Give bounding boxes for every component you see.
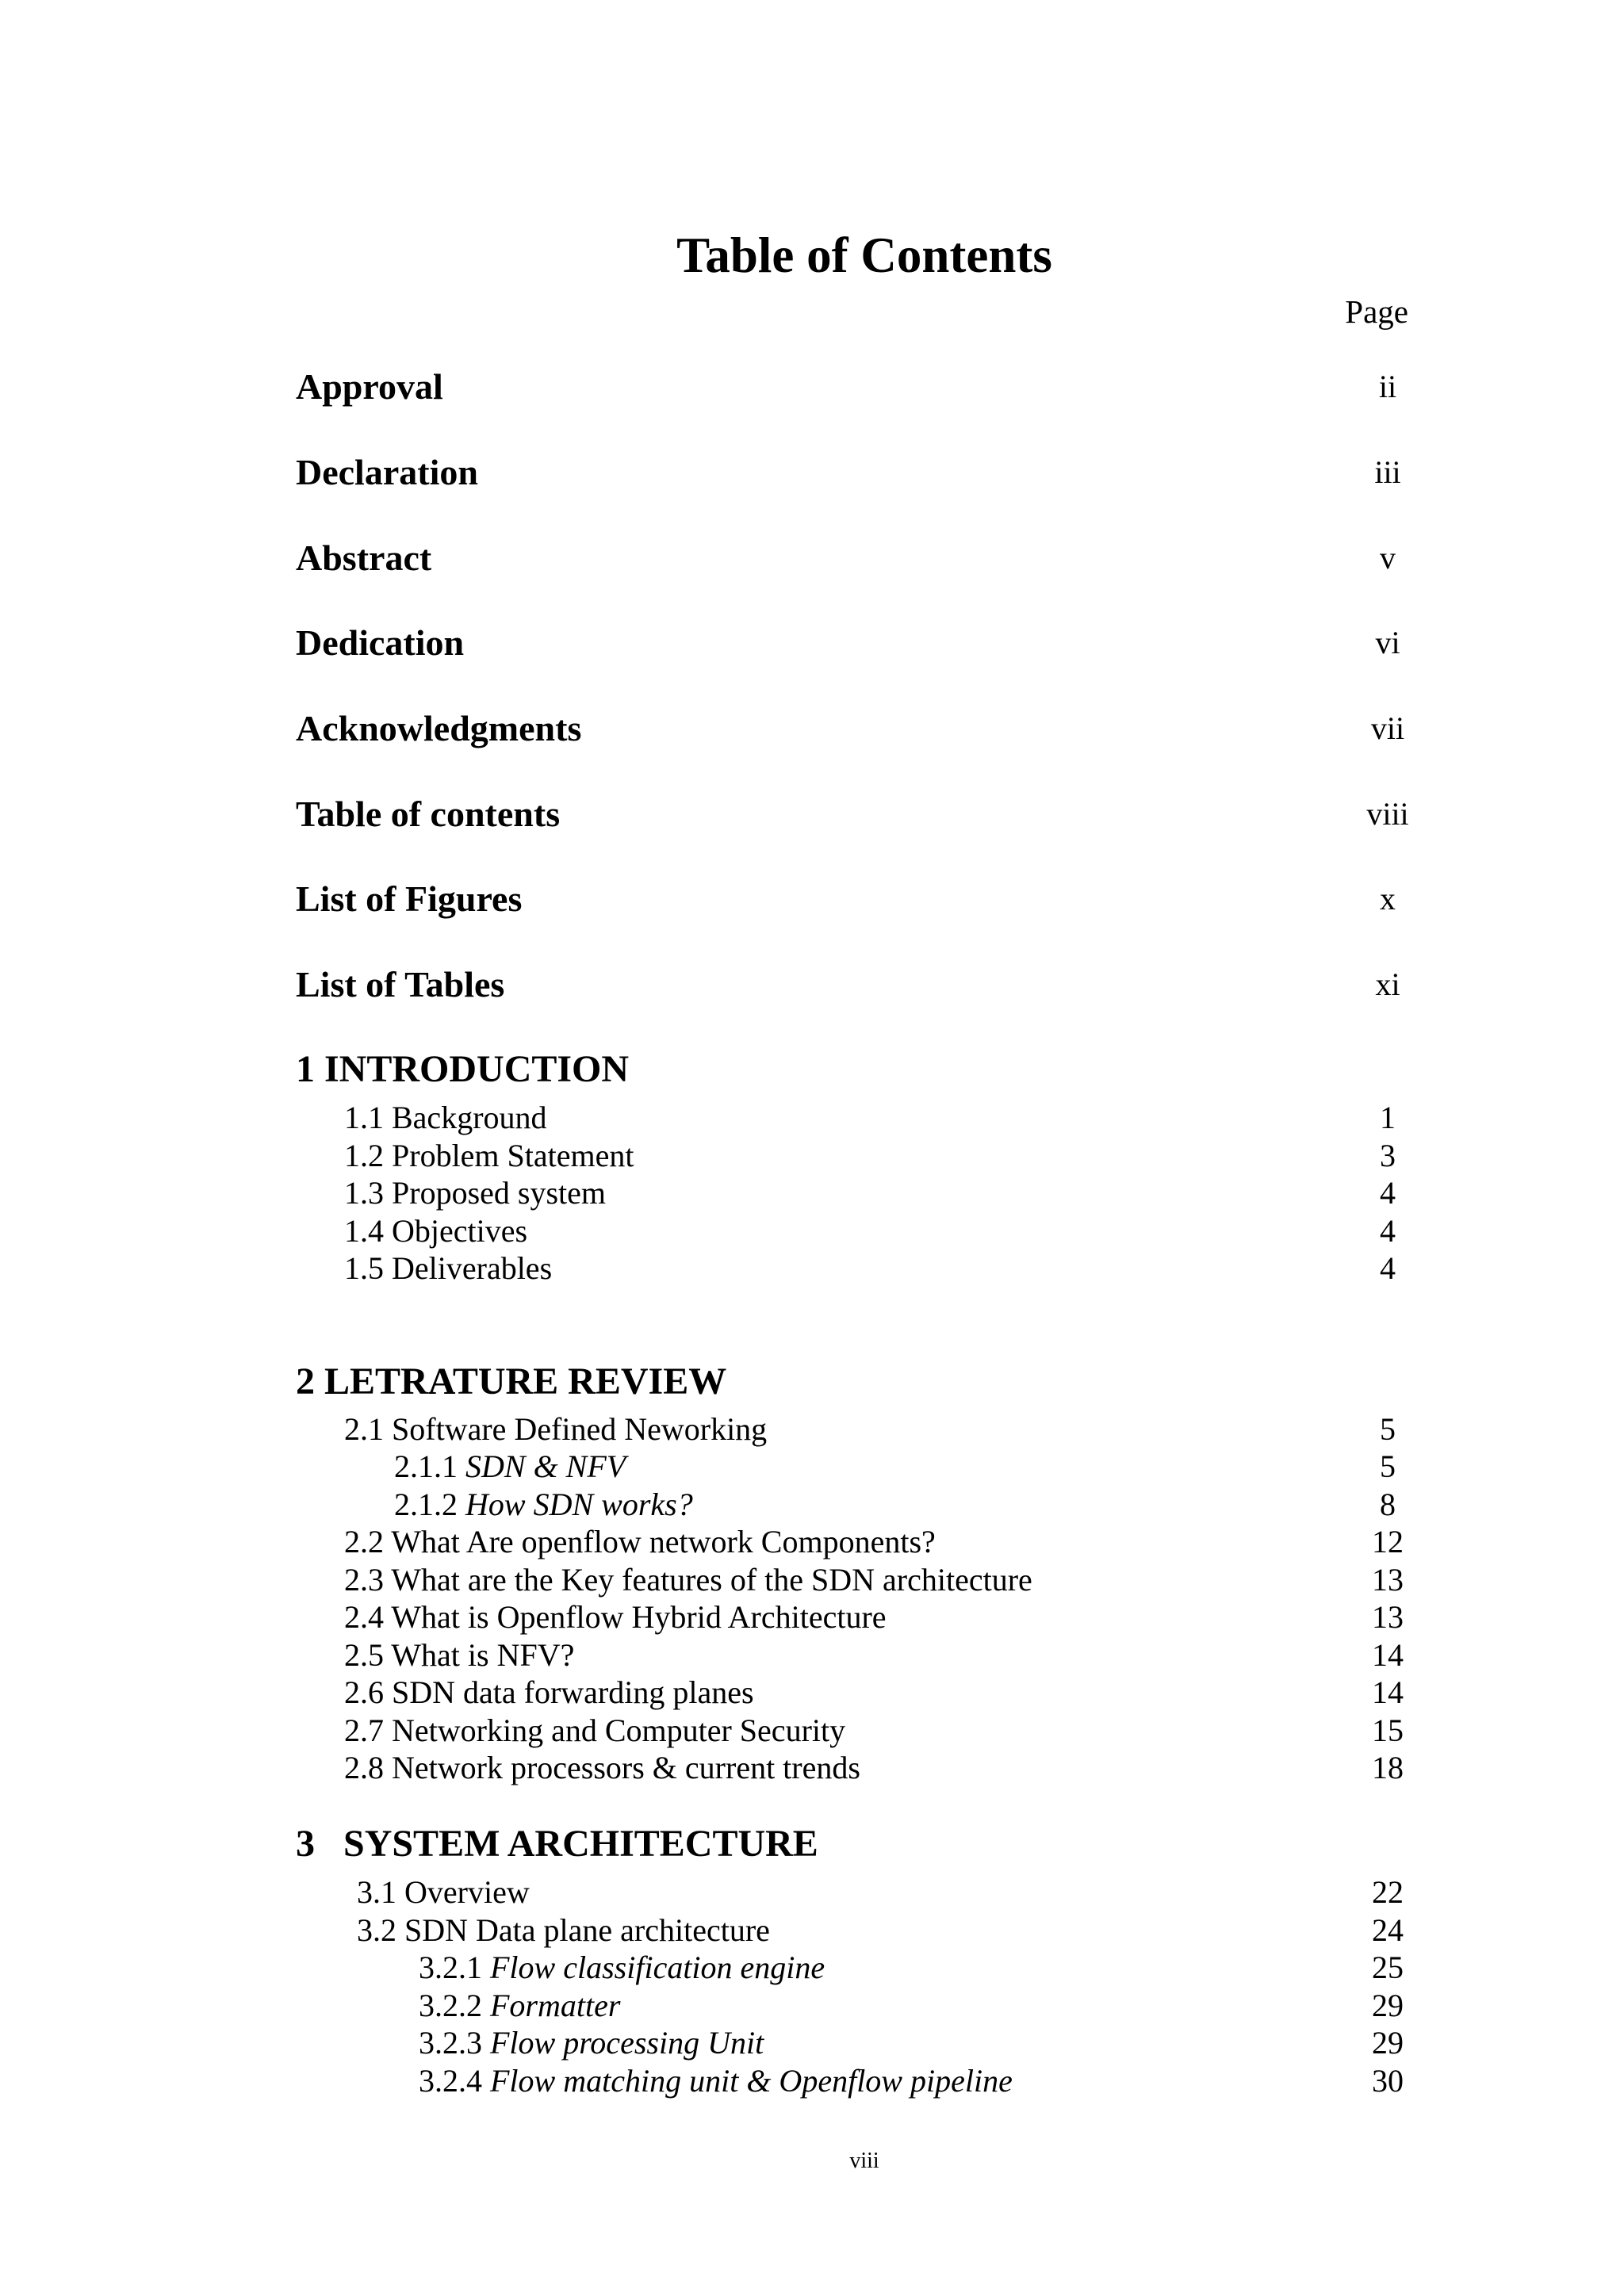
section-text: Flow processing Unit xyxy=(490,2025,764,2061)
section-number: 2.5 xyxy=(344,1637,384,1673)
section-text: What Are openflow network Components? xyxy=(391,1524,936,1559)
toc-entry-label: Acknowledgments xyxy=(296,708,582,748)
page-title: Table of Contents xyxy=(676,228,1052,283)
section-number: 1.2 xyxy=(344,1138,384,1173)
section-page: 13 xyxy=(1372,1562,1404,1598)
section-text: Networking and Computer Security xyxy=(392,1712,846,1748)
section-number: 3.2 xyxy=(357,1912,396,1948)
toc-entry-table-of-contents xyxy=(0,792,1624,836)
toc-entry-page: x xyxy=(1380,881,1396,916)
toc-entry-label: List of Tables xyxy=(296,964,505,1004)
section-text: Deliverables xyxy=(392,1250,553,1286)
chapter-heading: 3 SYSTEM ARCHITECTURE xyxy=(296,1823,818,1865)
section-title xyxy=(419,1949,825,1987)
chapter-heading: 2 LETRATURE REVIEW xyxy=(296,1360,727,1402)
section-text: Background xyxy=(392,1100,547,1135)
section-number: 2.2 xyxy=(344,1524,384,1559)
toc-section-1-5 xyxy=(0,1249,1624,1294)
toc-entry-page: vi xyxy=(1375,625,1400,660)
section-title xyxy=(394,1486,693,1524)
toc-entry-declaration xyxy=(0,450,1624,495)
section-number: 2.8 xyxy=(344,1750,384,1785)
toc-entry-page: v xyxy=(1380,540,1396,576)
section-page: 14 xyxy=(1372,1637,1404,1673)
toc-entry-list-of-figures xyxy=(0,877,1624,921)
section-title xyxy=(344,1249,552,1288)
toc-entry-page: xi xyxy=(1375,966,1400,1002)
toc-section-3-2-4 xyxy=(0,2062,1624,2107)
chapter-heading-3 xyxy=(0,1822,1624,1866)
section-number: 2.1.1 xyxy=(394,1448,458,1484)
section-text: SDN Data plane architecture xyxy=(404,1912,770,1948)
toc-entry-page: viii xyxy=(1366,796,1409,832)
section-title xyxy=(344,1212,527,1250)
section-title xyxy=(344,1099,547,1137)
section-text: Flow matching unit & Openflow pipeline xyxy=(490,2063,1013,2099)
toc-entry-label: Table of contents xyxy=(296,794,561,834)
toc-entry-page: vii xyxy=(1370,710,1405,746)
toc-entry-label: Abstract xyxy=(296,538,432,578)
section-number: 2.3 xyxy=(344,1562,384,1598)
section-text: Software Defined Neworking xyxy=(392,1411,768,1447)
section-number: 3.1 xyxy=(357,1874,396,1910)
toc-section-2-8 xyxy=(0,1749,1624,1793)
chapter-heading-1 xyxy=(0,1047,1624,1092)
section-number: 2.1 xyxy=(344,1411,384,1447)
section-title xyxy=(344,1410,767,1448)
chapter-heading: 1 INTRODUCTION xyxy=(296,1048,630,1090)
toc-entry-acknowledgments xyxy=(0,706,1624,751)
toc-entry-label: Declaration xyxy=(296,452,478,492)
section-text: Proposed system xyxy=(392,1175,606,1211)
section-number: 3.2.2 xyxy=(419,1988,482,2023)
footer-page-number: viii xyxy=(849,2149,879,2173)
toc-entry-label: Approval xyxy=(296,366,443,407)
section-title xyxy=(344,1523,936,1561)
section-number: 2.6 xyxy=(344,1674,384,1710)
toc-entry-page: ii xyxy=(1378,369,1397,404)
section-page: 3 xyxy=(1380,1138,1396,1173)
section-title xyxy=(344,1137,634,1175)
section-title xyxy=(394,1448,626,1486)
toc-entry-page: iii xyxy=(1374,454,1401,490)
section-text: Overview xyxy=(404,1874,530,1910)
section-page: 4 xyxy=(1380,1213,1396,1249)
section-page: 12 xyxy=(1372,1524,1404,1559)
section-number: 1.1 xyxy=(344,1100,384,1135)
section-text: SDN & NFV xyxy=(465,1448,626,1484)
section-title xyxy=(357,1911,770,1950)
section-page: 18 xyxy=(1372,1750,1404,1785)
section-text: Objectives xyxy=(392,1213,528,1249)
section-title xyxy=(357,1873,530,1911)
section-text: What is NFV? xyxy=(391,1637,575,1673)
section-page: 15 xyxy=(1372,1712,1404,1748)
chapter-heading-2 xyxy=(0,1360,1624,1404)
section-number: 1.5 xyxy=(344,1250,384,1286)
section-page: 4 xyxy=(1380,1250,1396,1286)
section-number: 2.7 xyxy=(344,1712,384,1748)
toc-entry-list-of-tables xyxy=(0,962,1624,1007)
section-number: 3.2.1 xyxy=(419,1950,482,1985)
section-title xyxy=(344,1598,887,1636)
section-text: Network processors & current trends xyxy=(392,1750,860,1785)
section-number: 1.3 xyxy=(344,1175,384,1211)
toc-entry-label: List of Figures xyxy=(296,878,523,919)
section-number: 3.2.4 xyxy=(419,2063,482,2099)
section-text: How SDN works? xyxy=(465,1487,693,1522)
section-page: 29 xyxy=(1372,1988,1404,2023)
section-page: 25 xyxy=(1372,1950,1404,1985)
section-number: 3.2.3 xyxy=(419,2025,482,2061)
section-page: 5 xyxy=(1380,1448,1396,1484)
section-text: What is Openflow Hybrid Architecture xyxy=(391,1599,887,1635)
section-number: 2.1.2 xyxy=(394,1487,458,1522)
section-title xyxy=(419,2024,764,2062)
section-text: What are the Key features of the SDN architecture xyxy=(391,1562,1032,1598)
section-page: 24 xyxy=(1372,1912,1404,1948)
section-title xyxy=(344,1174,606,1212)
section-title xyxy=(344,1636,574,1674)
section-number: 1.4 xyxy=(344,1213,384,1249)
section-page: 22 xyxy=(1372,1874,1404,1910)
section-title xyxy=(419,2062,1013,2100)
section-text: Flow classification engine xyxy=(490,1950,825,1985)
toc-entry-dedication xyxy=(0,621,1624,665)
section-title xyxy=(419,1987,620,2025)
section-page: 4 xyxy=(1380,1175,1396,1211)
section-page: 1 xyxy=(1380,1100,1396,1135)
section-page: 29 xyxy=(1372,2025,1404,2061)
section-page: 5 xyxy=(1380,1411,1396,1447)
toc-entry-abstract xyxy=(0,536,1624,580)
section-page: 30 xyxy=(1372,2063,1404,2099)
section-title xyxy=(344,1712,845,1750)
section-title xyxy=(344,1561,1032,1599)
section-text: Problem Statement xyxy=(392,1138,634,1173)
section-text: Formatter xyxy=(490,1988,621,2023)
section-page: 14 xyxy=(1372,1674,1404,1710)
section-title xyxy=(344,1674,754,1712)
page-column-header: Page xyxy=(1345,293,1408,330)
section-page: 8 xyxy=(1380,1487,1396,1522)
section-title xyxy=(344,1749,860,1787)
section-page: 13 xyxy=(1372,1599,1404,1635)
section-number: 2.4 xyxy=(344,1599,384,1635)
section-text: SDN data forwarding planes xyxy=(392,1674,754,1710)
toc-entry-approval xyxy=(0,365,1624,409)
toc-entry-label: Dedication xyxy=(296,622,465,663)
